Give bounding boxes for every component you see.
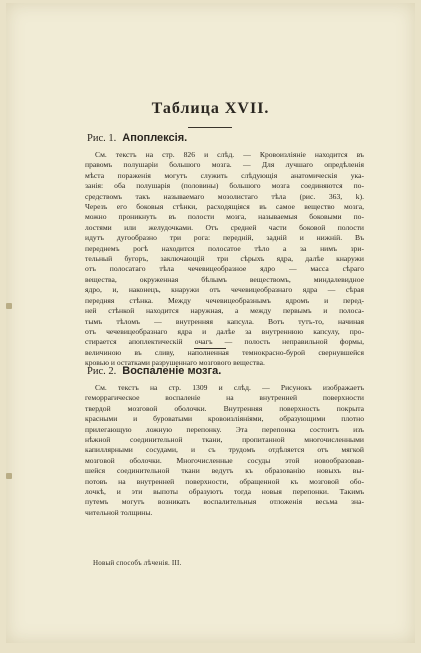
section-1-text (85, 150, 364, 369)
text-line: переднемъ рогѣ находится полосатое тѣло а за нимъ зри- (85, 243, 364, 253)
page-title: Таблица XVII. (151, 100, 270, 117)
text-line: кровью и остатками разрушеннаго мозгового вещества. (85, 358, 265, 368)
text-line: можно проникнуть въ полости мозга, называемыя боковыми по- (85, 212, 364, 222)
text-line: Черезъ его боковыя стѣнки, расходящіяся въ самое вещество мозга, (85, 202, 364, 212)
section-1-heading (87, 132, 187, 144)
text-line: твердой мозговой оболочки. Внутренняя поверхность покрыта (85, 403, 364, 413)
text-line: вещества, окруженная бѣлымъ веществомъ, миндалевидное (85, 274, 364, 284)
section-2-heading (87, 365, 221, 377)
text-line: отъ чечевицеобразнаго ядра и далѣе за внутреннюю капсулу, про- (85, 326, 364, 336)
text-line: мозговой оболочки. Многочисленные сосуды этой новообразовав- (85, 455, 364, 465)
text-line: чительной толщины. (85, 507, 153, 517)
text-line: потовъ на внутренней поверхности, обращенной къ мозговой обо- (85, 476, 364, 486)
text-line: капиллярными сосудами, и съ трудомъ отдѣляется отъ мягкой (85, 445, 364, 455)
section-2-name: Воспаленіе мозга. (122, 365, 222, 377)
section-2-label: Рис. 2. (87, 366, 117, 377)
text-line: занія: оба полушарія (половины) большого мозга соединяются по- (85, 181, 364, 191)
text-line: ядро, и, наконецъ, кнаружи отъ чечевицеобразнаго ядра — сѣрая (85, 285, 364, 295)
text-line: См. текстъ на стр. 826 и слѣд. — Кровоизліяніе находится въ (95, 150, 364, 159)
text-line: шейся соединительной ткани ведутъ къ образованію новыхъ вы- (85, 466, 364, 476)
text-line: тельный бугоръ, заключающій три сѣрыхъ ядра, далѣе кнаружи (85, 254, 364, 264)
text-line: идутъ дугообразно три рога: передній, задній и нижній. Въ (85, 233, 364, 243)
text-line: отъ полосатаго тѣла чечевицеобразное ядро — масса сѣраго (85, 264, 364, 274)
section-2-text (85, 383, 364, 518)
text-line: нѣжной соединительной ткани, пропитанной многочисленными (85, 435, 364, 445)
section-divider (194, 348, 226, 349)
text-line: красными и буроватыми кровоизліяніями, образующими плотно (85, 414, 364, 424)
text-line: передняя стѣнка. Между чечевицеобразнымъ ядромъ и перед- (85, 295, 364, 305)
text-line: лостями или желудочками. Отъ средней части боковой полости (85, 222, 364, 232)
page-edge-mark (6, 303, 12, 309)
text-line: правомъ полушаріи большого мозга. — Для лучшаго опредѣленія (85, 160, 364, 170)
section-1-label: Рис. 1. (87, 133, 117, 144)
text-line: прилегающую ложную перепонку. Эта перепонка состоитъ изъ (85, 424, 364, 434)
text-line: величиною въ сливу, наполненная темнокрасно-бурой свернувшейся (85, 347, 364, 357)
page-footer: Новый способъ лѣченія. III. (93, 559, 182, 567)
text-line: См. текстъ на стр. 1309 и слѣд. — Рисунокъ изображаетъ (95, 383, 364, 392)
text-line: геморрагическое воспаленіе на внутренней поверхности (85, 393, 364, 403)
text-line: мѣста пораженія могутъ служить слѣдующія анатомическія ука- (85, 170, 364, 180)
section-1-name: Апоплексія. (122, 132, 188, 144)
document-page (6, 3, 415, 643)
text-line: лочкѣ, и эти выпоты образуютъ тогда новыя перепонки. Такимъ (85, 487, 364, 497)
text-line: тымъ тѣломъ — внутренняя капсула. Вотъ тутъ-то, начиная (85, 316, 364, 326)
text-line: средствомъ такъ называемаго мозолистаго тѣла (рис. 363, k). (85, 191, 364, 201)
text-line: ней стѣнкой находится наружная, а между первымъ и полоса- (85, 306, 364, 316)
text-line: стирается апоплектическій очагъ — полость неправильной формы, (85, 337, 364, 347)
text-line: путемъ могутъ возникать воспалительныя отложенія весьма зна- (85, 497, 364, 507)
page-edge-mark (6, 473, 12, 479)
title-divider (188, 127, 232, 128)
